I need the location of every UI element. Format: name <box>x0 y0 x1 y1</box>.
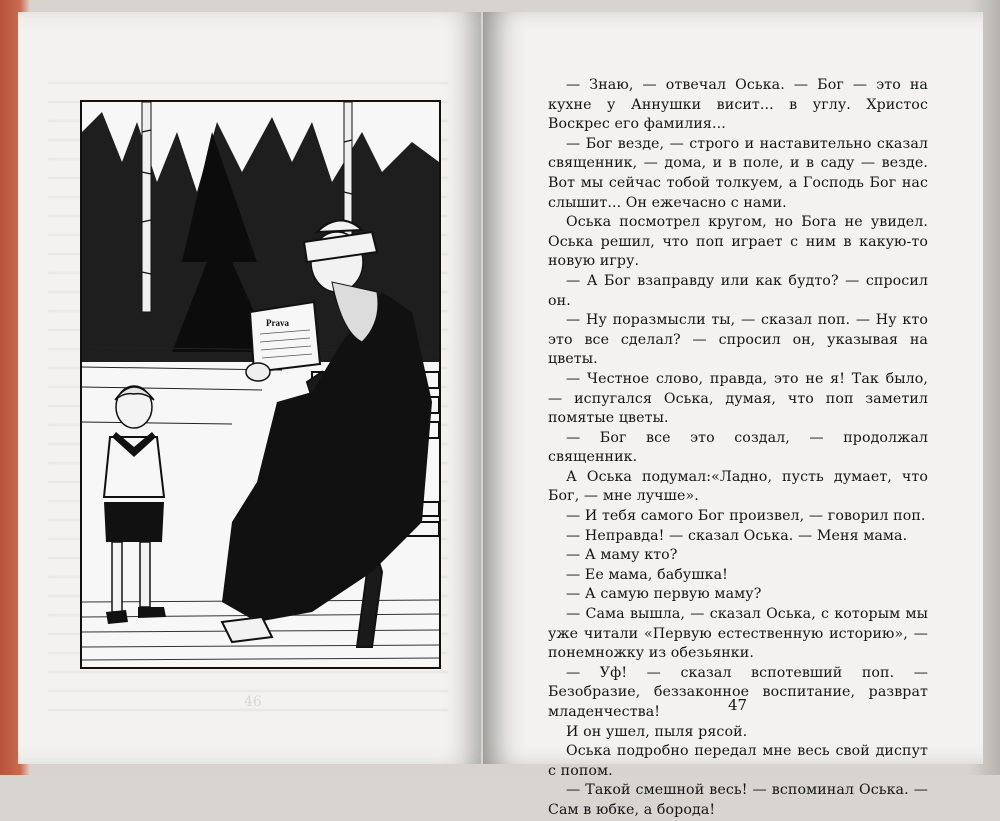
paragraph: — Честное слово, правда, это не я! Так было, — испугался Оська, думая, что поп заметил помятые цветы. <box>548 370 928 427</box>
newspaper-masthead: Prava <box>266 318 289 328</box>
paragraph: — А маму кто? <box>566 547 678 564</box>
page-number: 47 <box>728 696 748 714</box>
paragraph: — И тебя самого Бог произвел, — говорил поп. <box>566 508 926 525</box>
paragraph: — Бог везде, — строго и наставительно сказал священник, — дома, и в поле, и в саду — везде. Вот мы сейчас тобой толкуем, а Господь Бог нас слышит... Он ежечасно с нами. <box>548 135 928 211</box>
paragraph: — Неправда! — сказал Оська. — Меня мама. <box>566 527 908 544</box>
paragraph: — Ну поразмысли ты, — сказал поп. — Ну кто это все сделал? — спросил он, указывая на цветы. <box>548 312 928 368</box>
paragraph: — Знаю, — отвечал Оська. — Бог — это на кухне у Аннушки висит... в углу. Христос Воскрес его фамилия... <box>548 77 928 133</box>
paragraph: — А Бог взаправду или как будто? — спросил он. <box>548 272 928 309</box>
paragraph: — Такой смешной весь! — вспоминал Оська. — Сам в юбке, а борода! <box>548 782 928 818</box>
illustration-drawing <box>82 102 439 667</box>
paragraph: И он ушел, пыля рясой. <box>566 723 748 740</box>
paragraph: — А самую первую маму? <box>566 586 762 603</box>
paragraph: Оська посмотрел кругом, но Бога не увидел. Оська решил, что поп играет с ним в какую-то новую игру. <box>548 214 928 270</box>
paragraph: — Ее мама, бабушка! <box>566 566 728 583</box>
paragraph: Оська подробно передал мне весь свой диспут с попом. <box>548 743 928 779</box>
left-page-number-ghost: 46 <box>244 694 262 710</box>
paragraph: — Бог все это создал, — продолжал священник. <box>548 429 928 466</box>
paragraph: А Оська подумал:«Ладно, пусть думает, что Бог, — мне лучше». <box>548 468 928 505</box>
paragraph: — Уф! — сказал вспотевший поп. — Безобразие, беззаконное воспитание, разврат младенчества! <box>548 664 928 720</box>
illustration <box>80 100 441 669</box>
paragraph: — Сама вышла, — сказал Оська, с которым мы уже читали «Первую естественную историю», — понемножку из обезьянки. <box>548 606 928 662</box>
